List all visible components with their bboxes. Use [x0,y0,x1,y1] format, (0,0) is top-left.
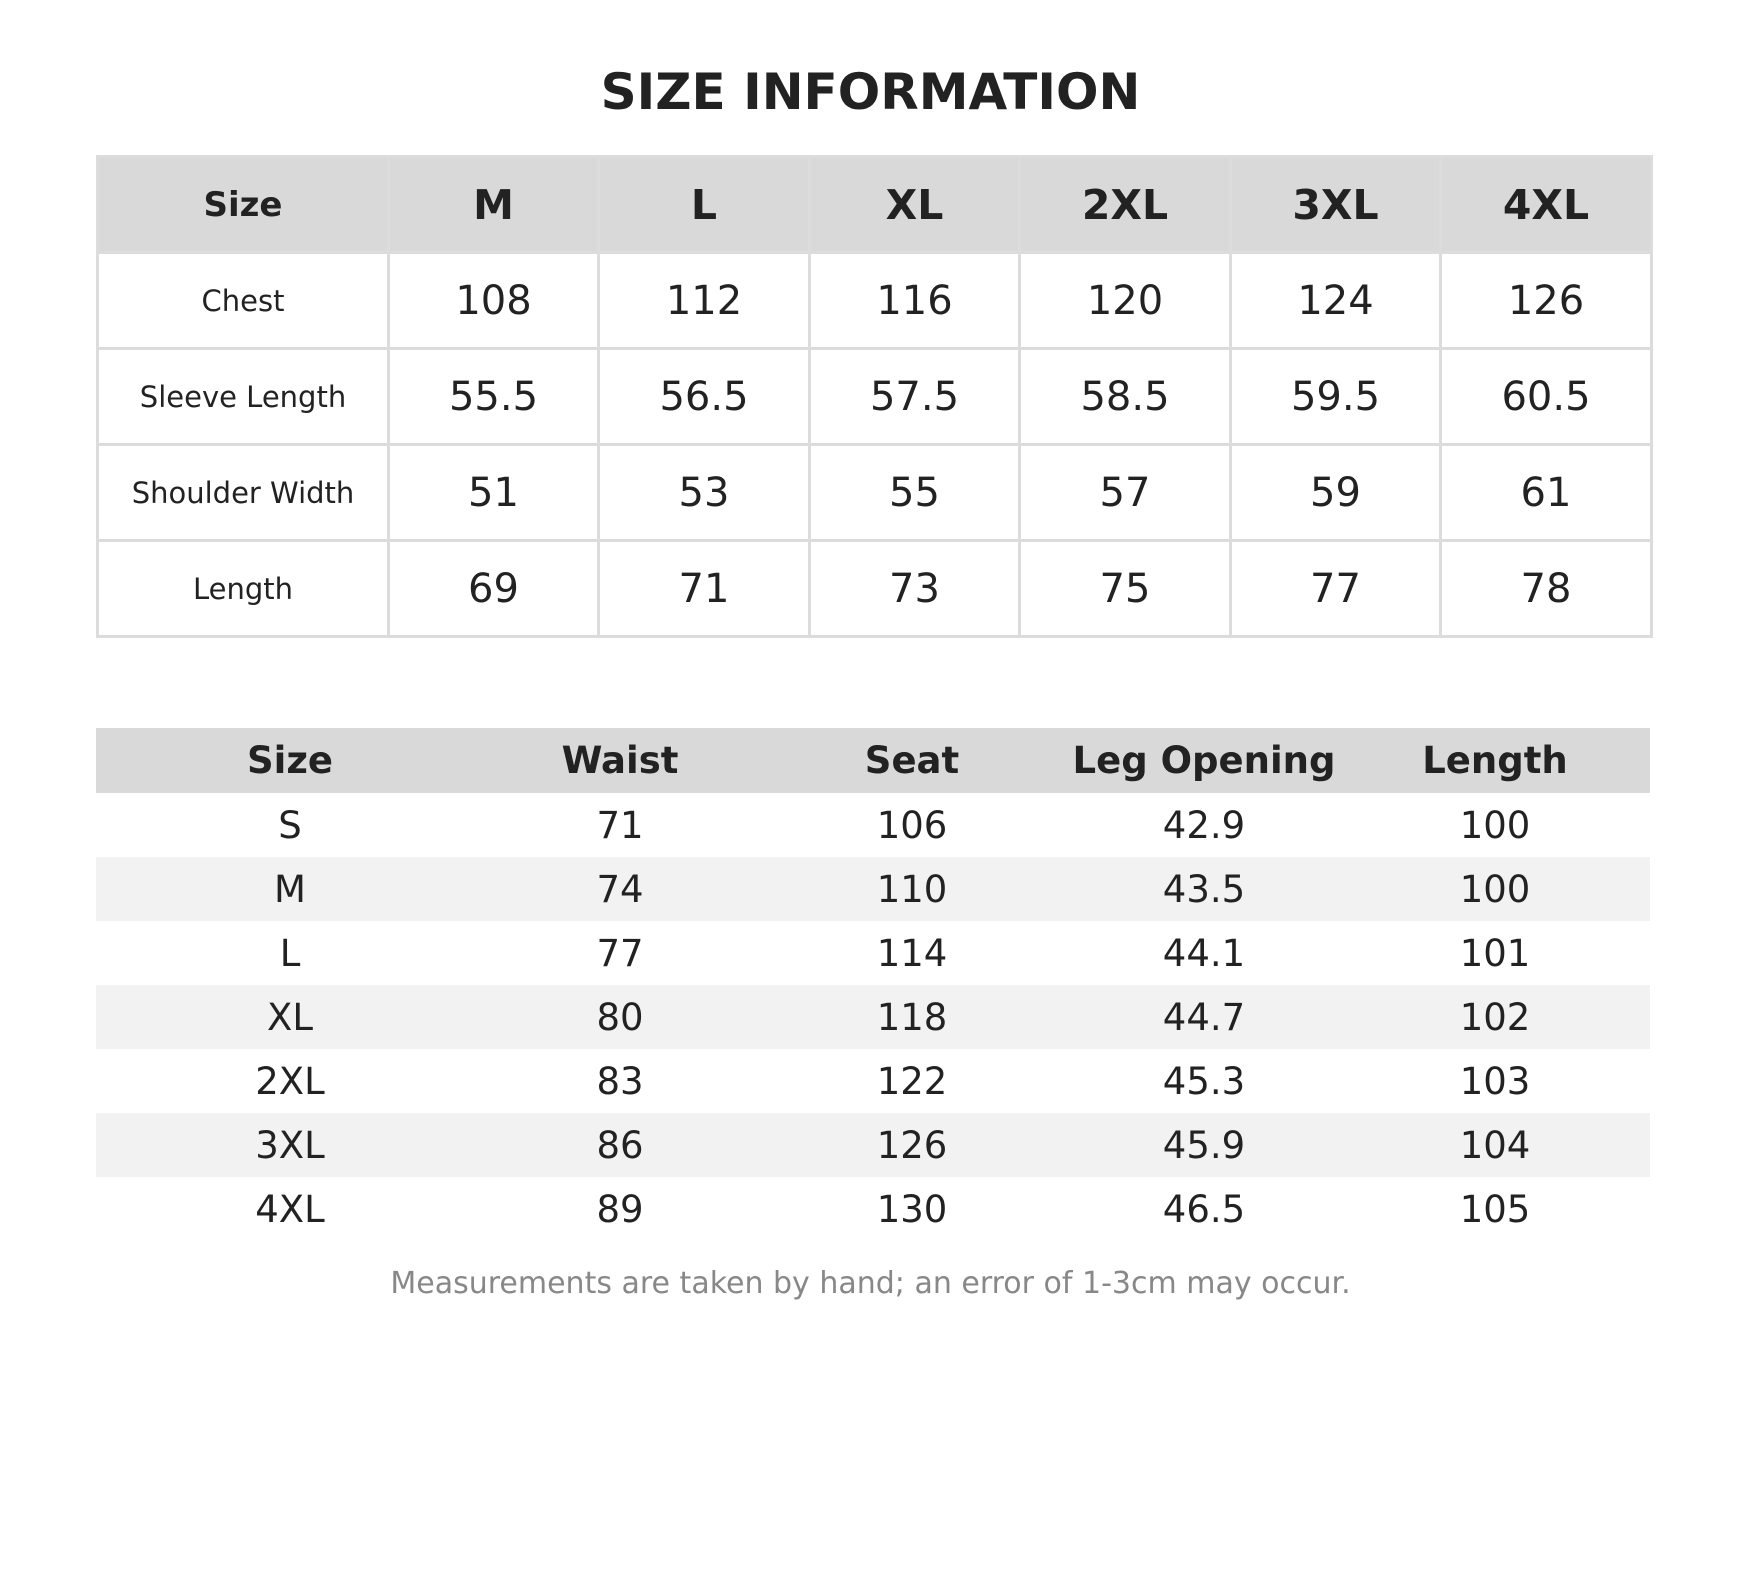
pants-cell-waist: 89 [596,1187,644,1231]
tops-cell: 120 [1020,253,1231,349]
table-row [96,1049,1650,1113]
tops-header-2xl: 2XL [1020,157,1231,253]
tops-header-xl: XL [810,157,1020,253]
pants-cell-waist: 77 [596,931,644,975]
tops-row-label: Shoulder Width [98,445,389,541]
pants-header-leg-opening: Leg Opening [1068,728,1340,793]
page-title: SIZE INFORMATION [600,63,1141,121]
tops-row-label: Sleeve Length [98,349,389,445]
tops-header-4xl: 4XL [1441,157,1652,253]
pants-cell-length: 102 [1340,985,1650,1049]
pants-size-table [96,728,1650,1241]
pants-cell-leg-opening: 45.3 [1162,1059,1246,1103]
tops-row-label: Length [98,541,389,637]
pants-cell-leg-opening: 46.5 [1162,1187,1246,1231]
tops-header-l: L [599,157,810,253]
pants-cell-leg-opening: 44.1 [1162,931,1246,975]
tops-row-sleeve-length [98,349,1652,445]
pants-cell-seat: 122 [876,1059,948,1103]
pants-cell-leg-opening: 42.9 [1162,803,1246,847]
pants-cell-waist: 74 [484,857,756,921]
pants-cell-waist: 86 [484,1113,756,1177]
pants-cell-length: 101 [1459,931,1531,975]
tops-cell: 69 [389,541,599,637]
pants-header-size: Size [96,728,484,793]
table-row [96,921,1650,985]
pants-cell-size: XL [96,985,484,1049]
tops-cell: 59 [1231,445,1441,541]
pants-cell-seat: 118 [756,985,1068,1049]
pants-cell-seat: 114 [876,931,948,975]
tops-header-row [98,157,1652,253]
tops-row-length [98,541,1652,637]
pants-cell-size: S [278,803,302,847]
tops-size-table [96,155,1653,638]
tops-cell: 55.5 [389,349,599,445]
tops-cell: 61 [1441,445,1652,541]
pants-cell-length: 100 [1459,803,1531,847]
tops-cell: 58.5 [1020,349,1231,445]
tops-cell: 53 [599,445,810,541]
pants-header-row [96,728,1650,793]
pants-cell-length: 103 [1459,1059,1531,1103]
tops-row-label: Chest [98,253,389,349]
tops-cell: 57 [1020,445,1231,541]
measurement-disclaimer: Measurements are taken by hand; an error of 1-3cm may occur. [390,1266,1351,1301]
pants-cell-waist: 83 [596,1059,644,1103]
pants-cell-size: L [279,931,301,975]
pants-cell-seat: 126 [756,1113,1068,1177]
tops-cell: 77 [1231,541,1441,637]
pants-cell-length: 105 [1459,1187,1531,1231]
tops-cell: 56.5 [599,349,810,445]
pants-cell-waist: 80 [484,985,756,1049]
pants-header-seat: Seat [756,728,1068,793]
tops-cell: 51 [389,445,599,541]
table-row [96,985,1650,1049]
pants-cell-waist: 71 [596,803,644,847]
tops-cell: 126 [1441,253,1652,349]
tops-header-size: Size [98,157,389,253]
tops-cell: 124 [1231,253,1441,349]
tops-cell: 60.5 [1441,349,1652,445]
tops-cell: 57.5 [810,349,1020,445]
tops-cell: 75 [1020,541,1231,637]
tops-cell: 108 [389,253,599,349]
tops-cell: 59.5 [1231,349,1441,445]
tops-row-shoulder-width [98,445,1652,541]
tops-cell: 116 [810,253,1020,349]
tops-cell: 55 [810,445,1020,541]
pants-cell-size: 4XL [255,1187,325,1231]
pants-cell-size: 2XL [255,1059,325,1103]
table-row [96,857,1650,921]
pants-cell-seat: 106 [876,803,948,847]
table-row [96,1113,1650,1177]
tops-cell: 78 [1441,541,1652,637]
tops-cell: 112 [599,253,810,349]
pants-cell-size: M [96,857,484,921]
pants-cell-seat: 130 [876,1187,948,1231]
pants-cell-length: 104 [1340,1113,1650,1177]
tops-header-m: M [389,157,599,253]
pants-cell-leg-opening: 44.7 [1068,985,1340,1049]
pants-cell-leg-opening: 43.5 [1068,857,1340,921]
tops-cell: 73 [810,541,1020,637]
pants-cell-length: 100 [1340,857,1650,921]
tops-cell: 71 [599,541,810,637]
tops-header-3xl: 3XL [1231,157,1441,253]
table-row [96,1177,1650,1241]
pants-cell-seat: 110 [756,857,1068,921]
pants-header-length: Length [1340,728,1650,793]
tops-row-chest [98,253,1652,349]
table-row [96,793,1650,857]
pants-cell-size: 3XL [96,1113,484,1177]
pants-cell-leg-opening: 45.9 [1068,1113,1340,1177]
pants-header-waist: Waist [484,728,756,793]
